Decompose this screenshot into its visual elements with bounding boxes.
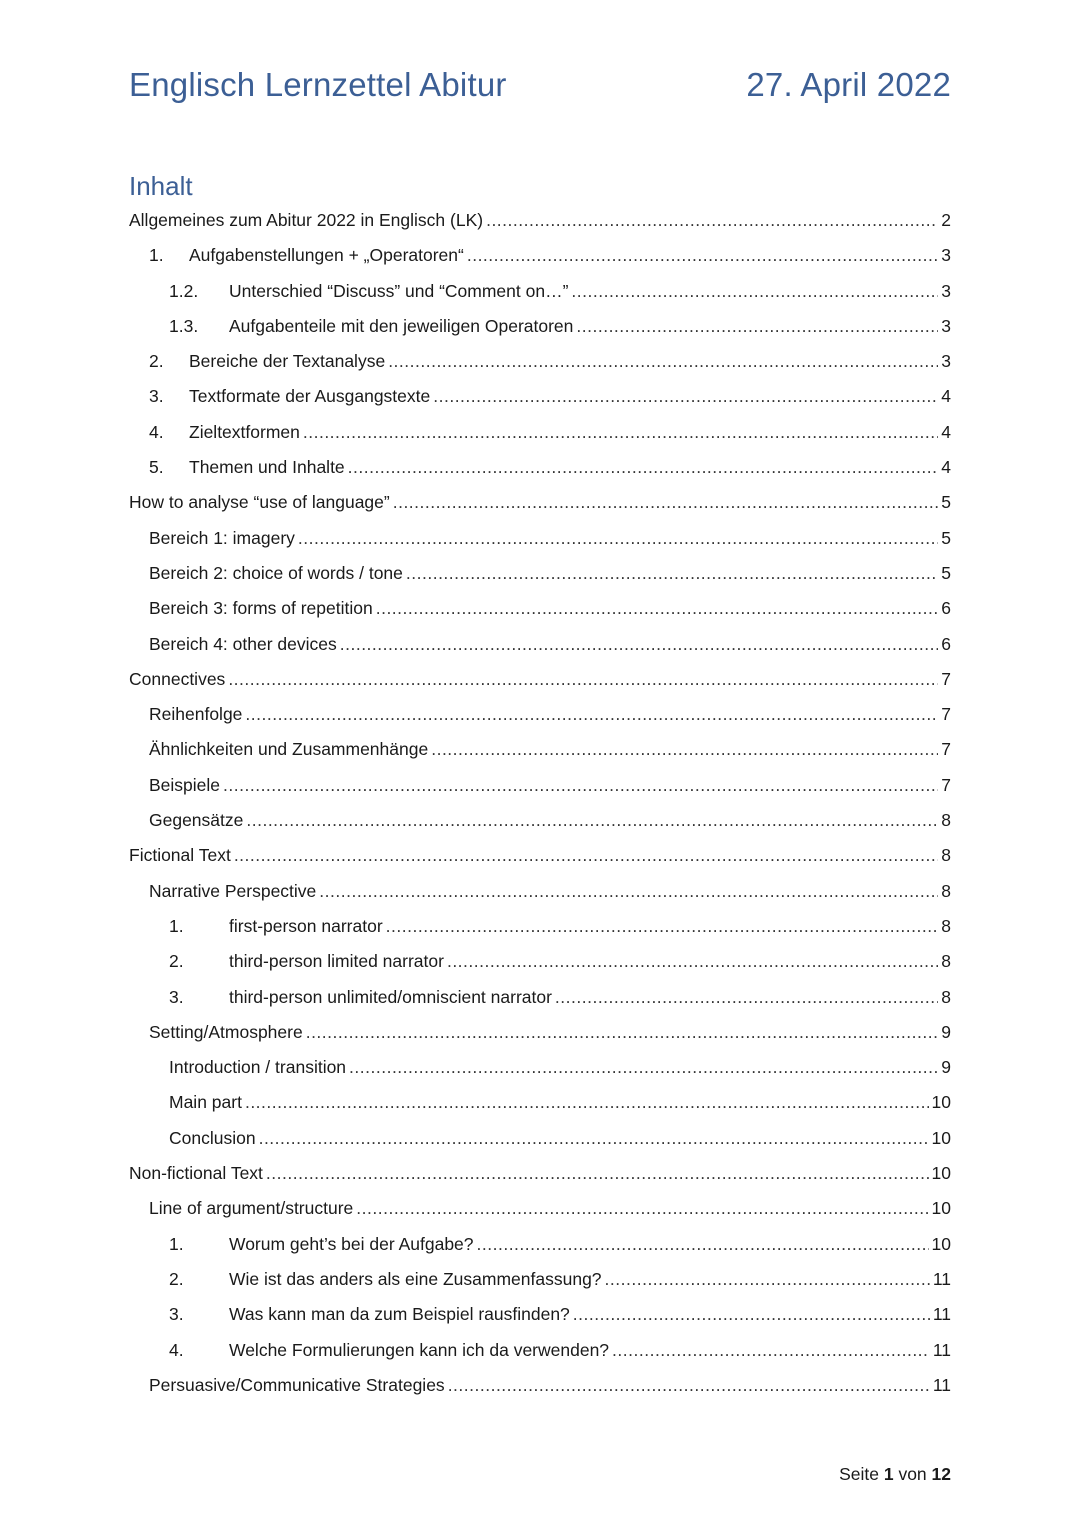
dot-leader — [571, 274, 938, 309]
dot-leader — [467, 238, 938, 273]
toc-entry-title: Introduction / transition — [169, 1057, 347, 1078]
toc-entry-title: Main part — [169, 1092, 242, 1113]
toc-entry-title: Gegensätze — [149, 810, 244, 831]
toc-entry[interactable] — [129, 203, 951, 238]
toc-entry-page: 5 — [941, 562, 951, 583]
dot-leader — [340, 627, 939, 662]
toc-entry-page: 3 — [941, 245, 951, 266]
toc-entry[interactable] — [129, 697, 951, 732]
toc-entry-number: 1. — [169, 1233, 184, 1254]
toc-entry-page: 5 — [941, 492, 951, 513]
toc-entry[interactable] — [129, 1015, 951, 1050]
toc-entry-title: Setting/Atmosphere — [149, 1021, 303, 1042]
toc-entry-page: 4 — [941, 386, 951, 407]
footer-total-pages: 12 — [931, 1464, 951, 1484]
toc-entry[interactable] — [129, 379, 951, 414]
toc-entry-page: 8 — [941, 915, 951, 936]
toc-entry[interactable] — [129, 1121, 951, 1156]
toc-entry-title: Aufgabenteile mit den jeweiligen Operatoren — [229, 315, 574, 336]
toc-entry-number: 2. — [169, 1268, 184, 1289]
footer-prefix: Seite — [839, 1464, 879, 1484]
dot-leader — [319, 874, 938, 909]
dot-leader — [576, 309, 938, 344]
toc-entry[interactable] — [129, 1227, 951, 1262]
dot-leader — [234, 838, 938, 873]
dot-leader — [386, 909, 939, 944]
toc-entry-page: 5 — [941, 527, 951, 548]
dot-leader — [303, 415, 938, 450]
toc-entry-page: 9 — [941, 1021, 951, 1042]
toc-entry-title: Zieltextformen — [189, 421, 300, 442]
toc-entry[interactable] — [129, 1297, 951, 1332]
toc-entry-title: Aufgabenstellungen + „Operatoren“ — [189, 245, 464, 266]
toc-entry-title: Was kann man da zum Beispiel rausfinden? — [229, 1304, 570, 1325]
toc-entry-page: 4 — [941, 457, 951, 478]
toc-entry-title: How to analyse “use of language” — [129, 492, 390, 513]
dot-leader — [406, 556, 938, 591]
toc-entry-title: Worum geht’s bei der Aufgabe? — [229, 1233, 474, 1254]
toc-entry-title: Bereich 3: forms of repetition — [149, 598, 373, 619]
toc-entry-title: Narrative Perspective — [149, 880, 317, 901]
dot-leader — [477, 1227, 929, 1262]
dot-leader — [356, 1191, 928, 1226]
toc-entry-number: 1.2. — [169, 280, 199, 301]
toc-entry-number: 5. — [149, 457, 164, 478]
dot-leader — [612, 1333, 930, 1368]
toc-entry[interactable] — [129, 344, 951, 379]
toc-entry-page: 11 — [932, 1304, 951, 1325]
toc-entry-number: 3. — [149, 386, 164, 407]
toc-entry-title: third-person unlimited/omniscient narrator — [229, 986, 552, 1007]
toc-entry[interactable] — [129, 1085, 951, 1120]
toc-entry-title: Beispiele — [149, 774, 221, 795]
toc-entry-page: 7 — [941, 704, 951, 725]
toc-entry-title: Line of argument/structure — [149, 1198, 354, 1219]
toc-entry[interactable] — [129, 556, 951, 591]
toc-entry-number: 3. — [169, 986, 184, 1007]
toc-entry-page: 6 — [941, 633, 951, 654]
toc-entry-title: Reihenfolge — [149, 704, 243, 725]
toc-entry-number: 4. — [169, 1339, 184, 1360]
toc-entry-title: Non-fictional Text — [129, 1163, 263, 1184]
toc-entry[interactable] — [129, 1191, 951, 1226]
dot-leader — [245, 1085, 929, 1120]
toc-entry[interactable] — [129, 415, 951, 450]
toc-entry-title: Ähnlichkeiten und Zusammenhänge — [149, 739, 429, 760]
dot-leader — [433, 379, 938, 414]
toc-entry[interactable] — [129, 874, 951, 909]
toc-entry-title: Bereich 4: other devices — [149, 633, 337, 654]
toc-entry-title: Allgemeines zum Abitur 2022 in Englisch (LK) — [129, 210, 484, 230]
toc-entry-page: 9 — [941, 1057, 951, 1078]
toc-entry[interactable] — [129, 238, 951, 273]
toc-entry[interactable] — [129, 944, 951, 979]
toc-entry-page: 10 — [931, 1127, 951, 1148]
toc-entry-page: 11 — [932, 1268, 951, 1289]
toc-entry-title: Persuasive/Communicative Strategies — [149, 1374, 445, 1395]
toc-entry-title: first-person narrator — [229, 915, 383, 936]
dot-leader — [573, 1297, 930, 1332]
toc-entry-page: 4 — [941, 421, 951, 442]
toc-heading: Inhalt — [129, 171, 193, 201]
toc-entry[interactable] — [129, 909, 951, 944]
toc-entry-number: 1. — [149, 245, 164, 266]
toc-entry-title: Textformate der Ausgangstexte — [189, 386, 431, 407]
toc-entry[interactable] — [129, 1368, 951, 1403]
dot-leader — [393, 485, 939, 520]
toc-entry-page: 10 — [931, 1198, 951, 1219]
toc-entry[interactable] — [129, 1156, 951, 1191]
toc-entry-title: Welche Formulierungen kann ich da verwenden? — [229, 1339, 610, 1360]
toc-entry-page: 10 — [931, 1163, 951, 1184]
toc-entry-page: 2 — [941, 210, 951, 230]
toc-entry-title: Conclusion — [169, 1127, 256, 1148]
toc-entry-page: 7 — [941, 668, 951, 689]
dot-leader — [298, 521, 938, 556]
toc-entry[interactable] — [129, 591, 951, 626]
toc-entry-number: 2. — [169, 951, 184, 972]
dot-leader — [605, 1262, 930, 1297]
toc-entry-title: Unterschied “Discuss” und “Comment on…” — [229, 280, 569, 301]
toc-entry-page: 7 — [941, 774, 951, 795]
toc-entry[interactable] — [129, 732, 951, 767]
dot-leader — [246, 803, 938, 838]
toc-entry-title: Bereich 1: imagery — [149, 527, 295, 548]
document-title: Englisch Lernzettel Abitur — [129, 66, 507, 103]
toc-entry-title: third-person limited narrator — [229, 951, 444, 972]
toc-entry[interactable] — [129, 1333, 951, 1368]
toc-entry[interactable] — [129, 309, 951, 344]
toc-entry-title: Bereich 2: choice of words / tone — [149, 562, 403, 583]
toc-entry-title: Fictional Text — [129, 845, 231, 866]
toc-entry[interactable] — [129, 803, 951, 838]
toc-entry-number: 2. — [149, 351, 164, 372]
toc-entry-number: 1. — [169, 915, 184, 936]
toc-entry-page: 3 — [941, 315, 951, 336]
dot-leader — [266, 1156, 929, 1191]
footer-current-page: 1 — [883, 1464, 894, 1484]
dot-leader — [306, 1015, 939, 1050]
toc-entry-number: 4. — [149, 421, 164, 442]
dot-leader — [349, 1050, 938, 1085]
toc-entry-page: 8 — [941, 880, 951, 901]
toc-entry-number: 1.3. — [169, 315, 199, 336]
toc-entry-number: 3. — [169, 1304, 184, 1325]
toc-entry-page: 3 — [941, 351, 951, 372]
toc-entry-page: 8 — [941, 845, 951, 866]
toc-entry[interactable] — [129, 485, 951, 520]
toc-entry-title: Themen und Inhalte — [189, 457, 345, 478]
page-footer — [839, 1464, 951, 1485]
table-of-contents — [129, 203, 951, 1403]
dot-leader — [555, 980, 938, 1015]
toc-entry-page: 7 — [941, 739, 951, 760]
dot-leader — [448, 1368, 930, 1403]
dot-leader — [486, 203, 938, 238]
footer-middle: von — [898, 1464, 927, 1484]
toc-entry-page: 3 — [941, 280, 951, 301]
toc-entry[interactable] — [129, 768, 951, 803]
dot-leader — [431, 732, 938, 767]
toc-entry[interactable] — [129, 627, 951, 662]
toc-entry-page: 11 — [932, 1339, 951, 1360]
toc-entry-title: Bereiche der Textanalyse — [189, 351, 386, 372]
toc-entry[interactable] — [129, 1050, 951, 1085]
toc-entry-page: 6 — [941, 598, 951, 619]
page-header — [129, 66, 951, 104]
toc-entry[interactable] — [129, 450, 951, 485]
toc-entry[interactable] — [129, 521, 951, 556]
toc-entry-page: 11 — [932, 1374, 951, 1395]
toc-entry[interactable] — [129, 1262, 951, 1297]
dot-leader — [388, 344, 938, 379]
dot-leader — [376, 591, 939, 626]
dot-leader — [447, 944, 938, 979]
toc-entry[interactable] — [129, 274, 951, 309]
toc-entry-title: Connectives — [129, 668, 226, 689]
toc-entry-title: Wie ist das anders als eine Zusammenfassung? — [229, 1268, 602, 1289]
dot-leader — [223, 768, 938, 803]
dot-leader — [259, 1121, 929, 1156]
toc-entry[interactable] — [129, 980, 951, 1015]
toc-entry-page: 8 — [941, 810, 951, 831]
dot-leader — [228, 662, 938, 697]
toc-entry-page: 8 — [941, 951, 951, 972]
toc-entry-page: 8 — [941, 986, 951, 1007]
toc-entry[interactable] — [129, 662, 951, 697]
dot-leader — [245, 697, 938, 732]
document-date: 27. April 2022 — [746, 66, 951, 103]
dot-leader — [348, 450, 939, 485]
toc-entry[interactable] — [129, 838, 951, 873]
toc-entry-page: 10 — [931, 1092, 951, 1113]
toc-entry-page: 10 — [931, 1233, 951, 1254]
